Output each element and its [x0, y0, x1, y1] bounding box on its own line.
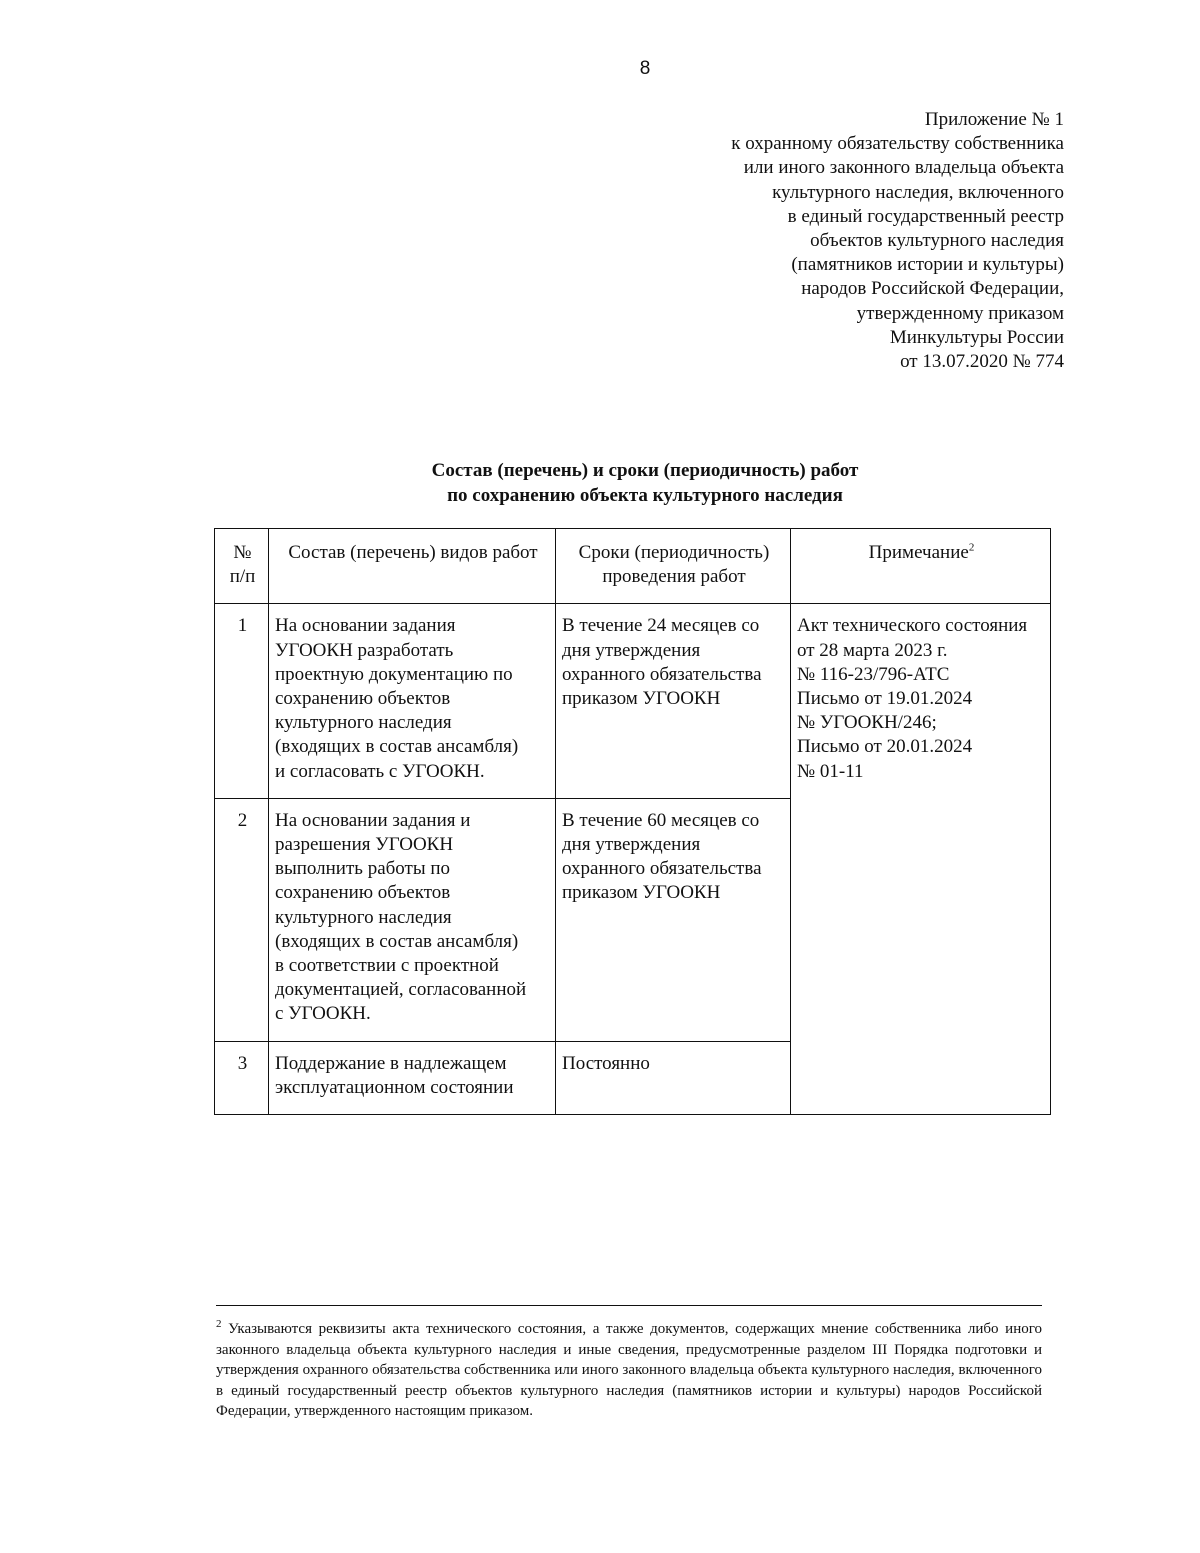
- header-works: Состав (перечень) видов работ: [269, 529, 556, 604]
- page-number: 8: [639, 58, 651, 79]
- row-number: 3: [215, 1041, 269, 1114]
- appendix-line: Приложение № 1: [924, 109, 1064, 130]
- appendix-line: народов Российской Федерации,: [801, 278, 1064, 300]
- appendix-line: (памятников истории и культуры): [791, 254, 1064, 276]
- row-works: На основании задания УГООКН разработать проектную документацию по сохранению объектов культурного наследия (входящих в состав ансамбля) и согласовать с УГООКН.: [269, 604, 556, 798]
- document-title: [0, 458, 1200, 508]
- row-works: Поддержание в надлежащем эксплуатационном состоянии: [269, 1041, 556, 1114]
- header-terms: Сроки (периодичность) проведения работ: [556, 529, 791, 604]
- row-terms: В течение 24 месяцев со дня утверждения охранного обязательства приказом УГООКН: [556, 604, 791, 798]
- footnote-marker: 2: [216, 1318, 222, 1330]
- appendix-line: культурного наследия, включенного: [772, 181, 1064, 203]
- table-row: [215, 604, 1051, 798]
- appendix-line: или иного законного владельца объекта: [743, 157, 1064, 179]
- footnote: [216, 1319, 1042, 1422]
- title-line: Состав (перечень) и сроки (периодичность) работ: [431, 460, 859, 481]
- works-table: [214, 528, 1051, 1115]
- footnote-text: Указываются реквизиты акта технического состояния, а также документов, содержащих мнение собственника либо иного законного владельца объекта культурного наследия и иные сведения, предусмотренные разделом III Порядка подготовки и утверждения охранного обязательства собственника или иного законного владельца объекта культурного наследия, включенного в единый государственный реестр объектов культурного наследия (памятников истории и культуры) народов Российской Федерации, утвержденного настоящим приказом.: [216, 1321, 1042, 1419]
- row-number: 2: [215, 798, 269, 1041]
- appendix-line: в единый государственный реестр: [787, 205, 1064, 227]
- appendix-line: утвержденному приказом: [856, 302, 1064, 324]
- appendix-line: от 13.07.2020 № 774: [900, 351, 1064, 373]
- note-cell: Акт технического состояния от 28 марта 2023 г. № 116-23/796-АТС Письмо от 19.01.2024 № УГООКН/246; Письмо от 20.01.2024 № 01-11: [791, 604, 1051, 1115]
- footnote-divider: [216, 1305, 1042, 1306]
- row-terms: Постоянно: [556, 1041, 791, 1114]
- row-number: 1: [215, 604, 269, 798]
- row-works: На основании задания и разрешения УГООКН выполнить работы по сохранению объектов культурного наследия (входящих в состав ансамбля) в соответствии с проектной документацией, согласованной с УГООКН.: [269, 798, 556, 1041]
- appendix-line: к охранному обязательству собственника: [731, 133, 1064, 155]
- appendix-block: [731, 108, 1064, 374]
- appendix-line: Минкультуры России: [889, 326, 1064, 348]
- appendix-line: объектов культурного наследия: [810, 230, 1064, 252]
- header-num: № п/п: [215, 529, 269, 604]
- title-line: по сохранению объекта культурного наследия: [447, 485, 843, 506]
- footnote-ref: 2: [968, 541, 975, 554]
- header-note: Примечание$^2$: [791, 529, 1051, 604]
- row-terms: В течение 60 месяцев со дня утверждения охранного обязательства приказом УГООКН: [556, 798, 791, 1041]
- table-header-row: [215, 529, 1051, 604]
